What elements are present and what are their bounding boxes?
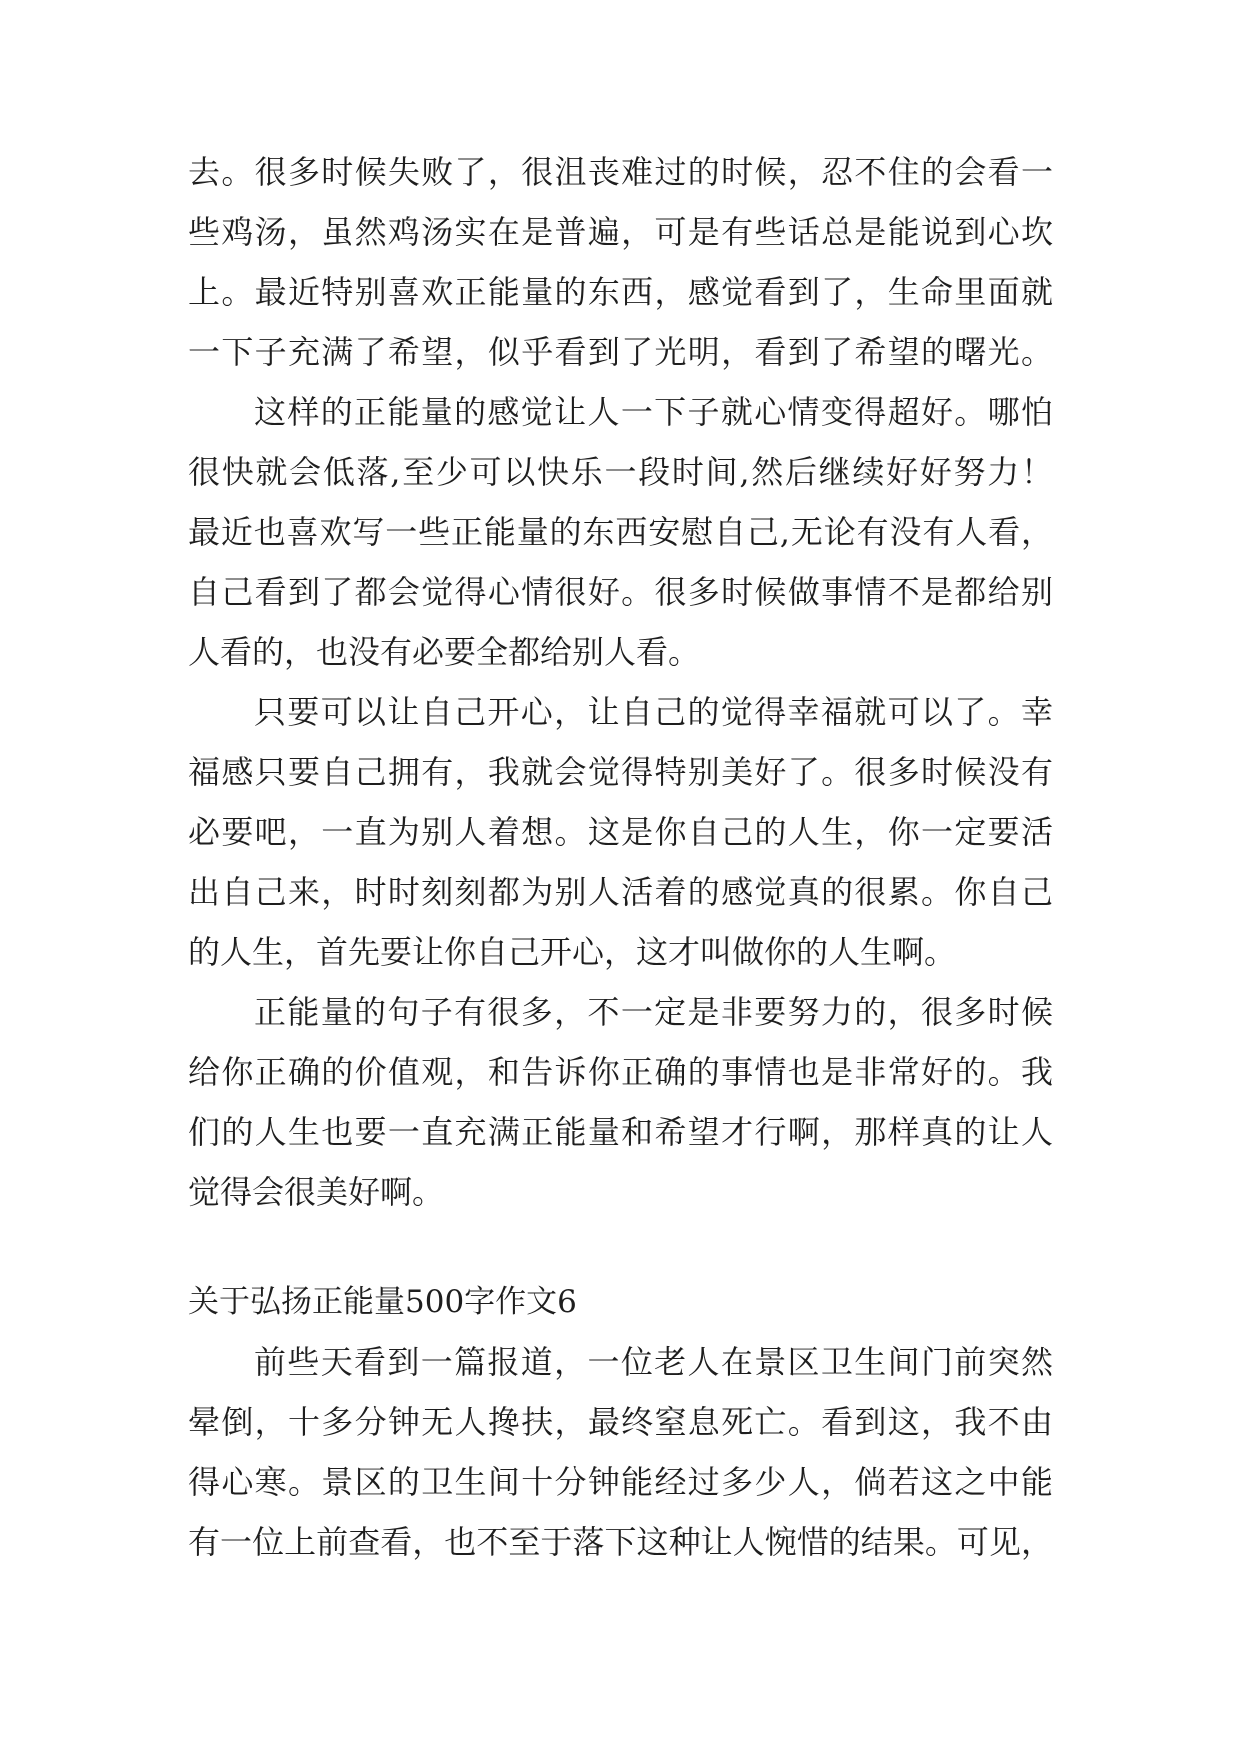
text-line: 觉得会很美好啊。 — [188, 1173, 445, 1211]
paragraph-first-line: 这样的正能量的感觉让人一下子就心情变得超好。哪怕 — [254, 393, 1053, 431]
paragraph-first-line: 前些天看到一篇报道，一位老人在景区卫生间门前突然 — [254, 1343, 1053, 1381]
text-line: 给你正确的价值观，和告诉你正确的事情也是非常好的。我 — [188, 1053, 1053, 1091]
text-line: 晕倒，十多分钟无人搀扶，最终窒息死亡。看到这，我不由 — [188, 1403, 1053, 1441]
text-line: 自己看到了都会觉得心情很好。很多时候做事情不是都给别 — [188, 573, 1053, 611]
text-line: 人看的，也没有必要全都给别人看。 — [188, 633, 701, 671]
text-line: 些鸡汤，虽然鸡汤实在是普遍，可是有些话总是能说到心坎 — [188, 213, 1053, 251]
text-line: 一下子充满了希望，似乎看到了光明，看到了希望的曙光。 — [188, 333, 1053, 371]
section-heading: 关于弘扬正能量500字作文6 — [188, 1284, 577, 1320]
text-line: 的人生，首先要让你自己开心，这才叫做你的人生啊。 — [188, 933, 957, 971]
text-line: 福感只要自己拥有，我就会觉得特别美好了。很多时候没有 — [188, 753, 1053, 791]
text-line: 得心寒。景区的卫生间十分钟能经过多少人，倘若这之中能 — [188, 1463, 1053, 1501]
text-line: 很快就会低落,至少可以快乐一段时间,然后继续好好努力！ — [188, 453, 1053, 491]
text-line: 上。最近特别喜欢正能量的东西，感觉看到了，生命里面就 — [188, 273, 1053, 311]
text-line: 出自己来，时时刻刻都为别人活着的感觉真的很累。你自己 — [188, 873, 1053, 911]
text-line: 必要吧，一直为别人着想。这是你自己的人生，你一定要活 — [188, 813, 1053, 851]
text-line: 有一位上前查看，也不至于落下这种让人惋惜的结果。可见， — [188, 1523, 1053, 1561]
text-line: 们的人生也要一直充满正能量和希望才行啊，那样真的让人 — [188, 1113, 1053, 1151]
paragraph-first-line: 只要可以让自己开心，让自己的觉得幸福就可以了。幸 — [254, 693, 1053, 731]
text-line: 最近也喜欢写一些正能量的东西安慰自己,无论有没有人看， — [188, 513, 1053, 551]
text-line: 去。很多时候失败了，很沮丧难过的时候，忍不住的会看一 — [188, 153, 1053, 191]
paragraph-first-line: 正能量的句子有很多，不一定是非要努力的，很多时候 — [254, 993, 1053, 1031]
